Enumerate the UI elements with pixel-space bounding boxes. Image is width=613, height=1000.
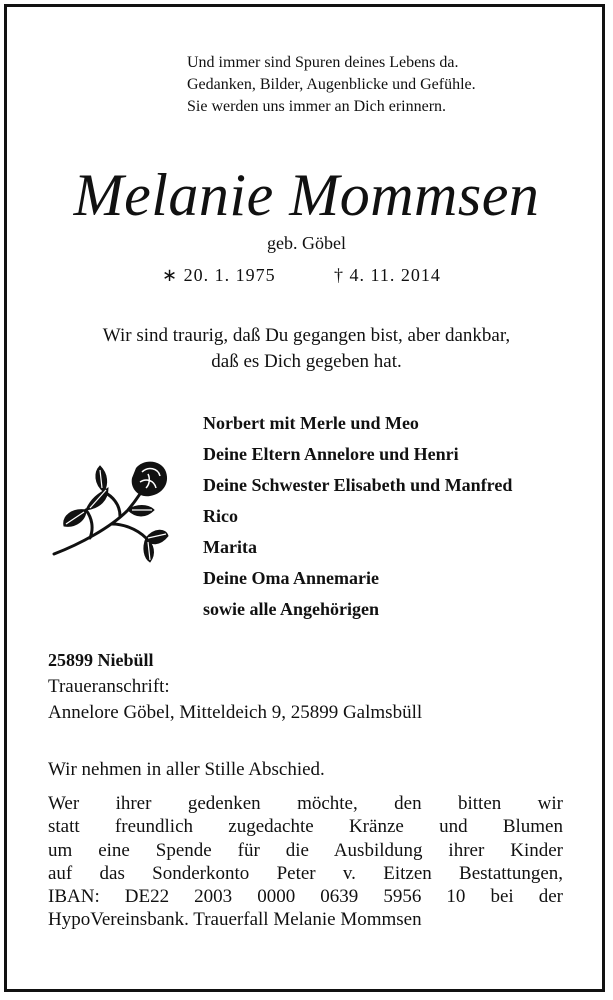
memorial-verse — [187, 52, 587, 118]
request-line: IBAN: DE22 2003 0000 0639 5956 10 bei der — [48, 886, 563, 908]
mourner-entry: Deine Schwester Elisabeth und Manfred — [203, 475, 513, 495]
mourning-quote — [0, 323, 613, 375]
deceased-name: Melanie Mommsen — [73, 162, 540, 228]
rose-icon — [50, 458, 170, 564]
mourner-entry: Deine Eltern Annelore und Henri — [203, 444, 459, 464]
request-line: HypoVereinsbank. Trauerfall Melanie Mommsen — [48, 909, 422, 931]
mourner-entry: Deine Oma Annemarie — [203, 568, 379, 588]
request-line: statt freundlich zugedachte Kränze und Blumen — [48, 816, 563, 838]
verse-line: Und immer sind Spuren deines Lebens da. — [187, 54, 459, 71]
donation-request — [48, 792, 563, 932]
place-of-residence: 25899 Niebüll — [48, 650, 154, 670]
request-line: um eine Spende für die Ausbildung ihrer Kinder — [48, 839, 563, 861]
farewell-notice: Wir nehmen in aller Stille Abschied. — [48, 759, 325, 780]
verse-line: Gedanken, Bilder, Augenblicke und Gefühle. — [187, 76, 476, 93]
quote-line: Wir sind traurig, daß Du gegangen bist, aber dankbar, — [102, 325, 511, 346]
mourner-entry: Marita — [203, 537, 257, 557]
request-line: Wer ihrer gedenken möchte, den bitten wir — [48, 793, 563, 814]
address-text: Annelore Göbel, Mitteldeich 9, 25899 Galmsbüll — [48, 702, 423, 723]
mourners-list — [203, 408, 512, 625]
quote-line: daß es Dich gegeben hat. — [211, 351, 402, 372]
request-line: auf das Sonderkonto Peter v. Eitzen Bestattungen, — [48, 862, 563, 884]
mourner-entry: Rico — [203, 506, 238, 526]
death-date: † 4. 11. 2014 — [334, 265, 441, 285]
address-label: Traueranschrift: — [48, 676, 170, 697]
verse-line: Sie werden uns immer an Dich erinnern. — [187, 98, 447, 115]
mourner-entry: Norbert mit Merle und Meo — [203, 413, 419, 433]
birth-date: ∗ 20. 1. 1975 — [162, 265, 276, 285]
maiden-name: geb. Göbel — [267, 233, 346, 253]
condolence-address — [48, 674, 422, 726]
mourner-entry: sowie alle Angehörigen — [203, 599, 379, 619]
